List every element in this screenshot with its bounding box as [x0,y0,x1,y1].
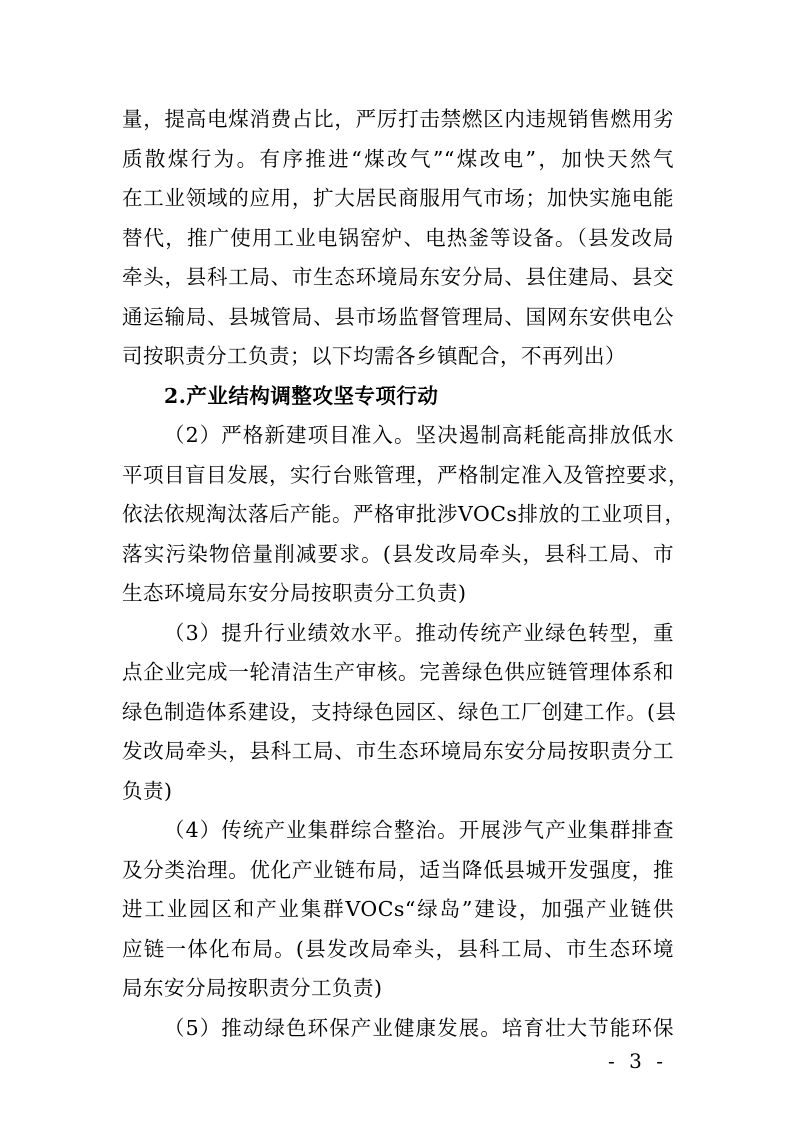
text-line: 平项目盲目发展，实行台账管理，严格制定准入及管控要求， [122,462,689,487]
text-line: 替代，推广使用工业电锅窑炉、电热釜等设备。（县发改局 [122,225,674,250]
text-line: 及分类治理。优化产业链布局，适当降低县城开发强度，推 [122,857,674,882]
text-line: 生态环境局东安分局按职责分工负责) [122,581,467,605]
text-line: 在工业领域的应用，扩大居民商服用气市场；加快实施电能 [122,186,674,210]
text-line: 落实污染物倍量削减要求。(县发改局牵头，县科工局、市 [122,541,674,566]
text-line: 绿色制造体系建设，支持绿色园区、绿色工厂创建工作。(县 [122,699,677,724]
text-line: 负责) [122,778,173,803]
text-line: 通运输局、县城管局、县市场监督管理局、国网东安供电公 [122,304,674,329]
paragraph-start: （5）推动绿色环保产业健康发展。培育壮大节能环保 [164,1015,674,1040]
text-line: 应链一体化布局。(县发改局牵头，县科工局、市生态环境 [122,936,674,961]
text-line: 牵头，县科工局、市生态环境局东安分局、县住建局、县交 [122,265,674,289]
text-line: 依法依规淘汰落后产能。严格审批涉VOCs排放的工业项目， [122,502,686,526]
text-line: 司按职责分工负责；以下均需各乡镇配合，不再列出） [122,344,626,368]
paragraph-start: （3）提升行业绩效水平。推动传统产业绿色转型，重 [164,620,674,645]
text-line: 发改局牵头，县科工局、市生态环境局东安分局按职责分工 [122,739,674,763]
section-heading: 2.产业结构调整攻坚专项行动 [164,383,439,408]
paragraph-start: （4）传统产业集群综合整治。开展涉气产业集群排查 [164,818,674,842]
text-line: 质散煤行为。有序推进“煤改气”“煤改电”，加快天然气 [122,146,674,171]
text-line: 量，提高电煤消费占比，严厉打击禁燃区内违规销售燃用劣 [122,107,674,131]
paragraph-start: （2）严格新建项目准入。坚决遏制高耗能高排放低水 [164,423,674,447]
text-line: 进工业园区和产业集群VOCs“绿岛”建设，加强产业链供 [122,897,674,921]
page-number: - 3 - [608,1049,667,1073]
text-line: 点企业完成一轮清洁生产审核。完善绿色供应链管理体系和 [122,660,674,684]
body-text [122,100,689,1048]
text-line: 局东安分局按职责分工负责) [122,976,383,1000]
